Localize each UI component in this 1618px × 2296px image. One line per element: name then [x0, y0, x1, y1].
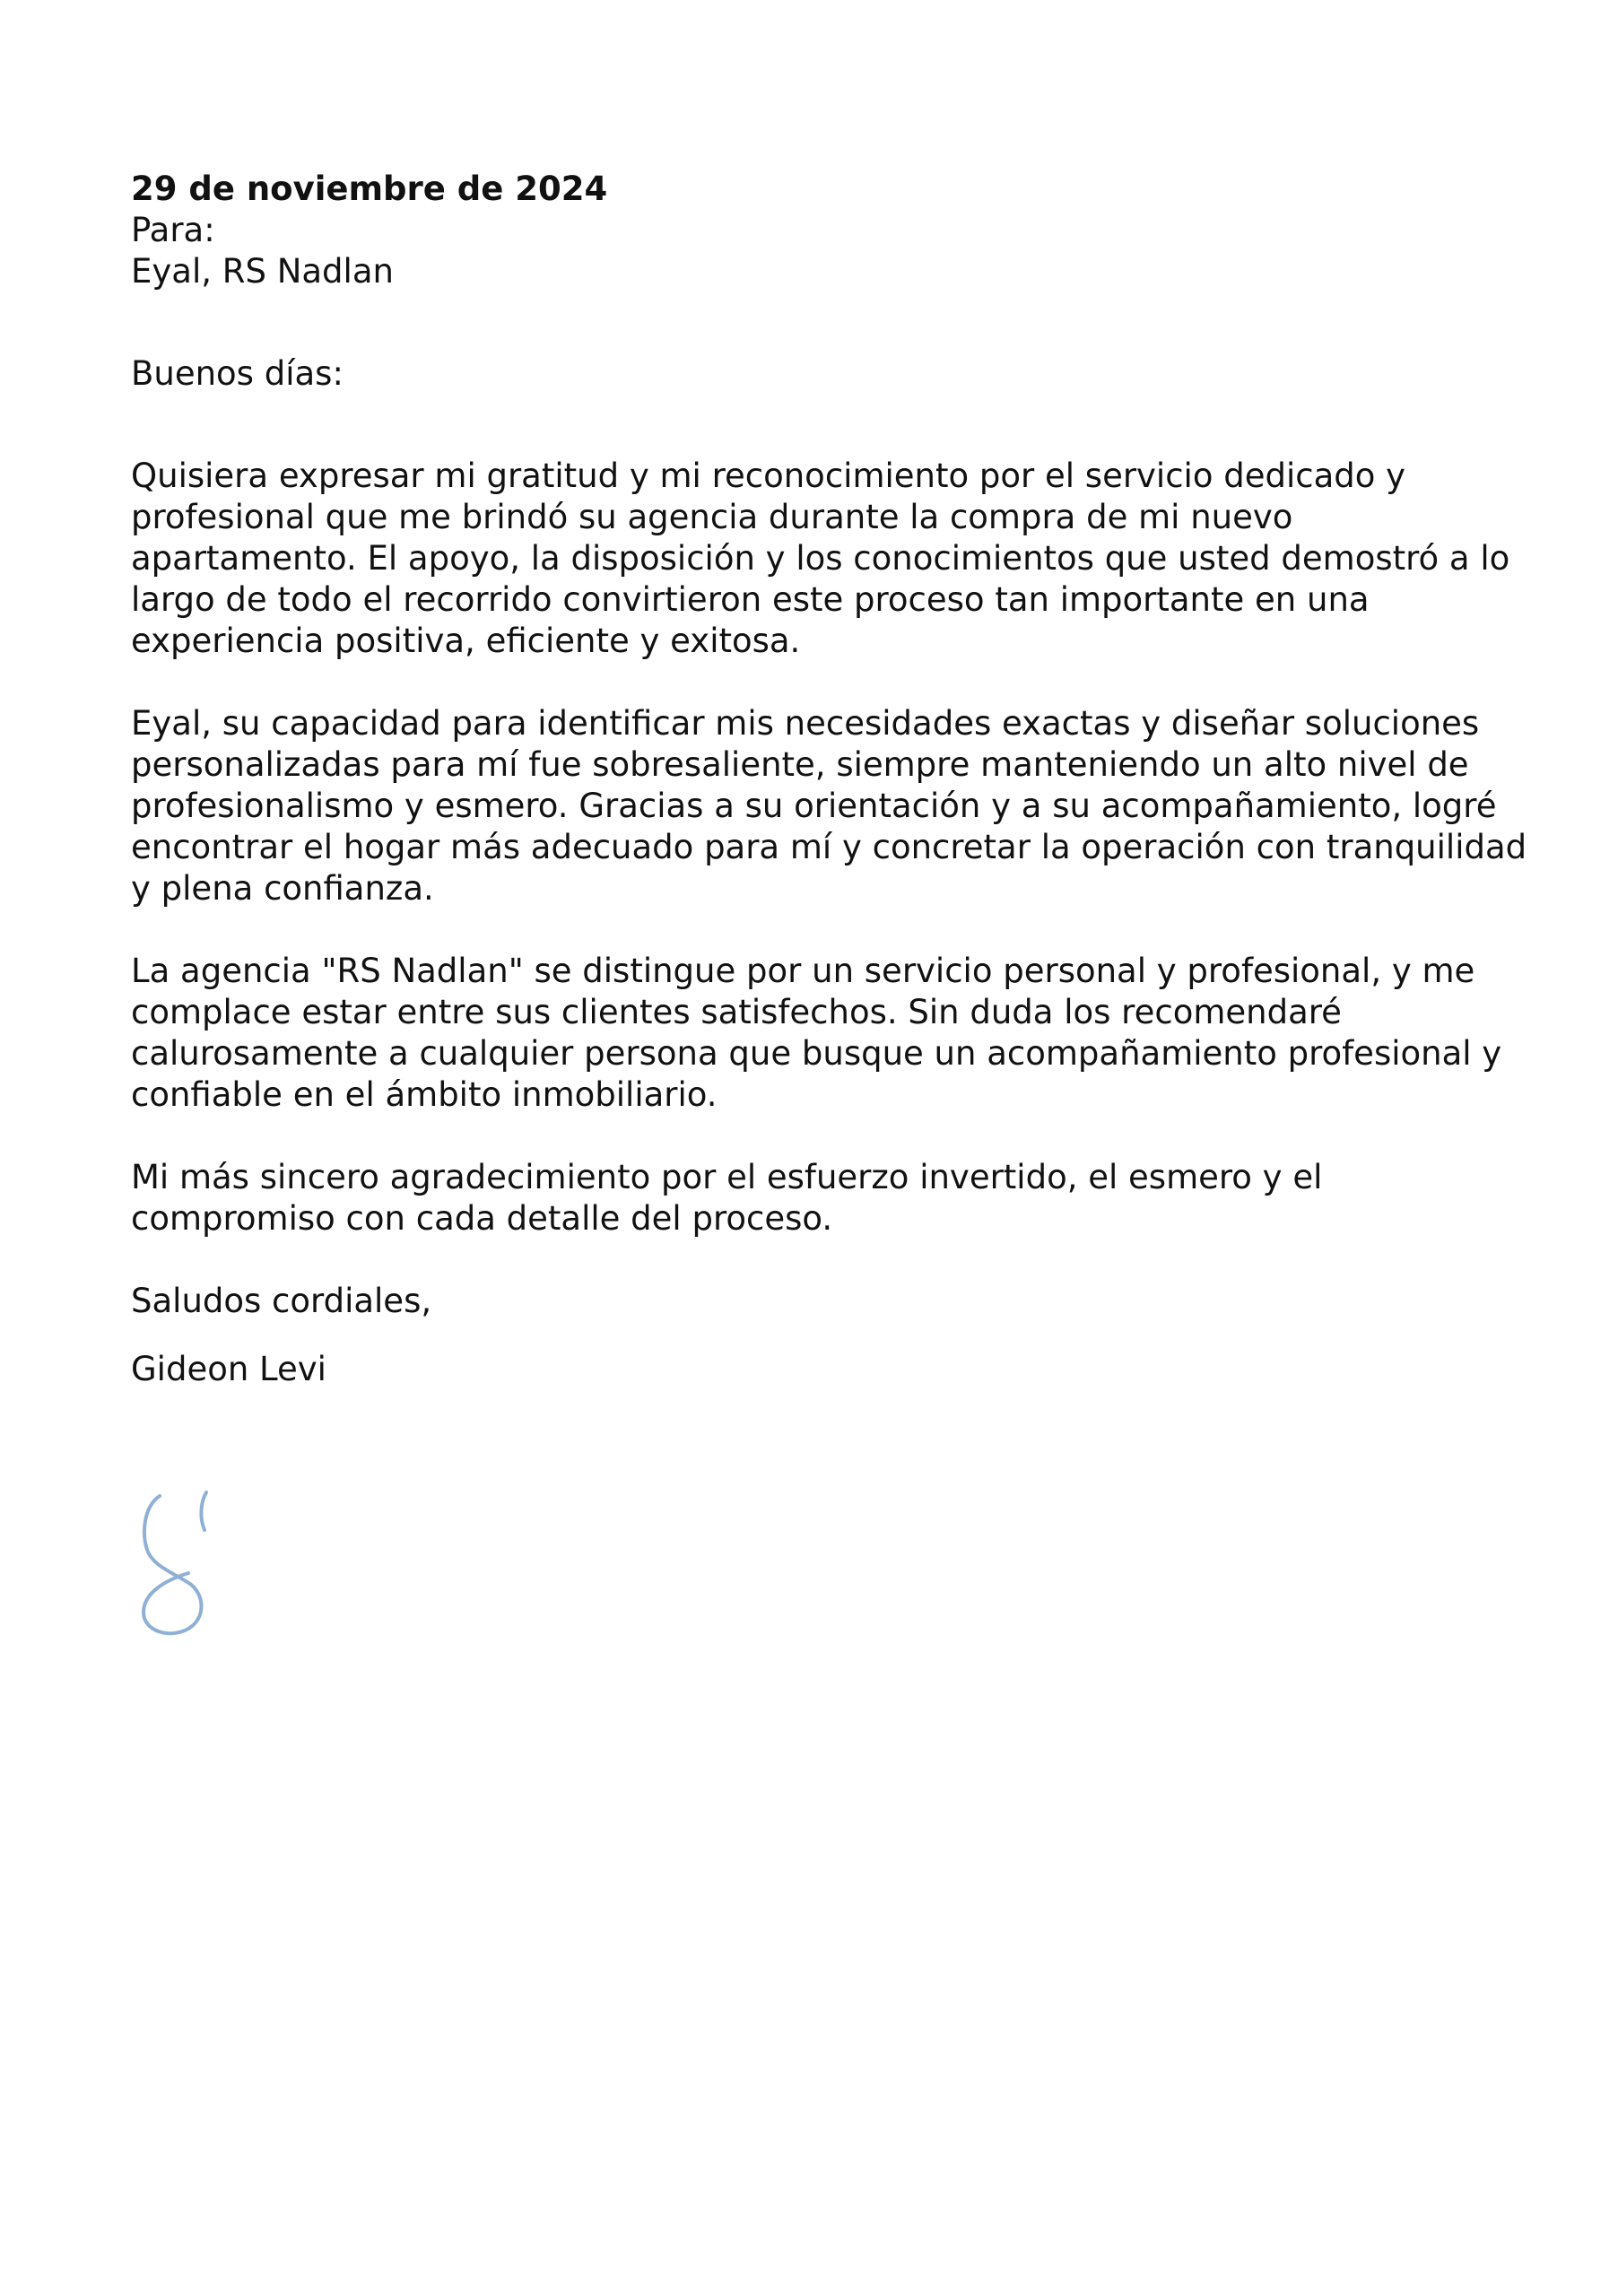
paragraph-4: [131, 1157, 1512, 1239]
paragraph-line: confiable en el ámbito inmobiliario.: [131, 1075, 718, 1114]
letter-body: [131, 169, 1527, 1390]
paragraph-line: calurosamente a cualquier persona que busque un acompañamiento profesional y: [131, 1034, 1502, 1073]
paragraph-line: experiencia positiva, eficiente y exitosa.: [131, 622, 801, 660]
paragraph-1: [131, 456, 1512, 662]
handwritten-signature-icon: [135, 1487, 224, 1639]
paragraph-line: La agencia "RS Nadlan" se distingue por un servicio personal y profesional, y me: [131, 952, 1475, 990]
recipient-label: Para:: [131, 211, 215, 249]
paragraph-line: Mi más sincero agradecimiento por el esfuerzo invertido, el esmero y el: [131, 1158, 1323, 1196]
paragraph-line: encontrar el hogar más adecuado para mí y concretar la operación con tranquilidad: [131, 828, 1527, 866]
paragraph-line: Quisiera expresar mi gratitud y mi reconocimiento por el servicio dedicado y: [131, 457, 1406, 495]
recipient-name: Eyal, RS Nadlan: [131, 252, 394, 291]
paragraph-line: Eyal, su capacidad para identificar mis necesidades exactas y diseñar soluciones: [131, 704, 1480, 743]
paragraph-line: largo de todo el recorrido convirtieron este proceso tan importante en una: [131, 580, 1370, 619]
paragraph-2: [131, 703, 1527, 909]
letter-date: 29 de noviembre de 2024: [131, 170, 608, 208]
signature-stroke: [201, 1492, 206, 1530]
paragraph-line: apartamento. El apoyo, la disposición y los conocimientos que usted demostró a lo: [131, 539, 1510, 578]
paragraph-3: [131, 951, 1512, 1116]
paragraph-line: complace estar entre sus clientes satisfechos. Sin duda los recomendaré: [131, 993, 1342, 1031]
signer-name: Gideon Levi: [131, 1350, 326, 1388]
paragraph-line: personalizadas para mí fue sobresaliente, siempre manteniendo un alto nivel de: [131, 745, 1469, 784]
greeting: Buenos días:: [131, 354, 344, 393]
closing: Saludos cordiales,: [131, 1282, 432, 1320]
paragraph-line: y plena confianza.: [131, 869, 434, 908]
paragraph-line: compromiso con cada detalle del proceso.: [131, 1199, 833, 1238]
recipient-block: [131, 210, 1512, 292]
paragraph-line: profesionalismo y esmero. Gracias a su orientación y a su acompañamiento, logré: [131, 787, 1497, 825]
paragraph-line: profesional que me brindó su agencia durante la compra de mi nuevo: [131, 498, 1293, 536]
signature-stroke: [144, 1496, 202, 1633]
